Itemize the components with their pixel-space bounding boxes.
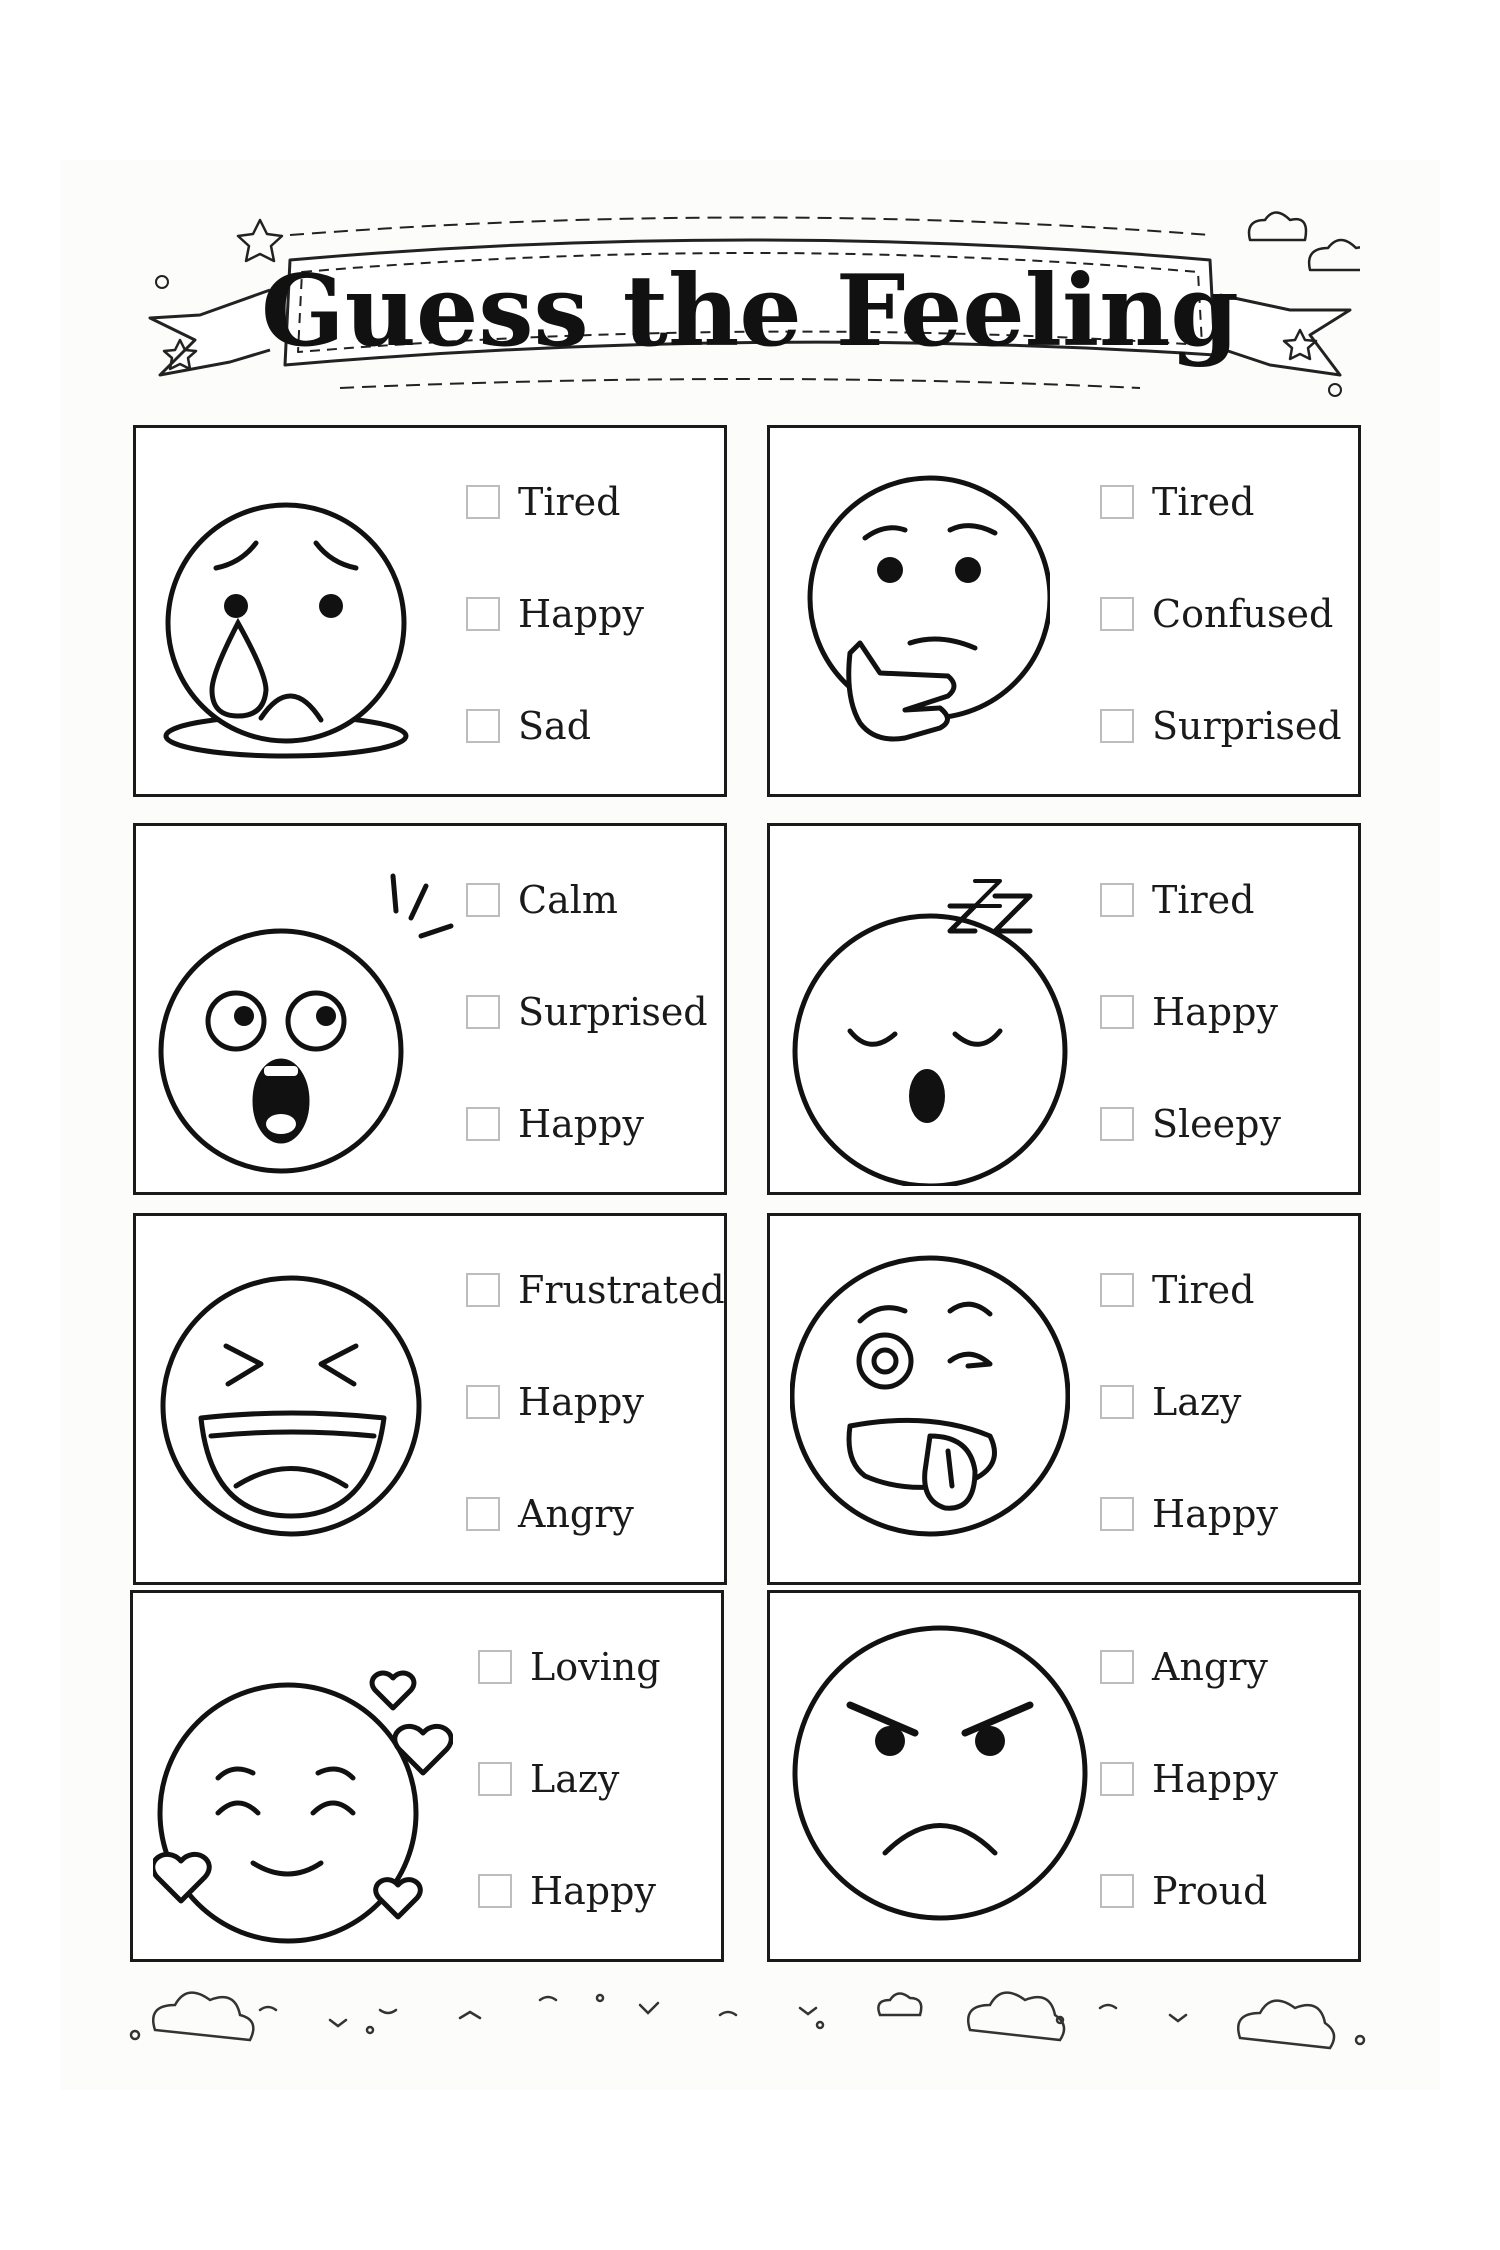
option-item[interactable] — [1100, 878, 1350, 922]
option-label: Surprised — [518, 990, 708, 1034]
option-item[interactable] — [478, 1757, 728, 1801]
option-item[interactable] — [466, 704, 716, 748]
checkbox[interactable] — [466, 995, 500, 1029]
sleeping-face-icon — [790, 856, 1090, 1186]
checkbox[interactable] — [478, 1762, 512, 1796]
option-label: Tired — [1152, 480, 1255, 524]
option-item[interactable] — [1100, 1645, 1350, 1689]
option-item[interactable] — [478, 1869, 728, 1913]
silly-winking-face-icon — [790, 1246, 1070, 1556]
option-item[interactable] — [1100, 480, 1350, 524]
checkbox[interactable] — [466, 485, 500, 519]
option-label: Tired — [1152, 878, 1255, 922]
option-item[interactable] — [478, 1645, 728, 1689]
checkbox[interactable] — [1100, 1650, 1134, 1684]
option-label: Loving — [530, 1645, 661, 1689]
checkbox[interactable] — [466, 597, 500, 631]
option-item[interactable] — [466, 592, 716, 636]
option-item[interactable] — [1100, 1268, 1350, 1312]
checkbox[interactable] — [1100, 995, 1134, 1029]
feeling-card-2 — [767, 425, 1361, 797]
checkbox[interactable] — [1100, 1762, 1134, 1796]
checkbox[interactable] — [466, 1273, 500, 1307]
feeling-card-1 — [133, 425, 727, 797]
feeling-card-3 — [133, 823, 727, 1195]
option-item[interactable] — [466, 1268, 725, 1312]
checkbox[interactable] — [1100, 709, 1134, 743]
checkbox[interactable] — [1100, 1874, 1134, 1908]
option-label: Happy — [518, 1102, 644, 1146]
checkbox[interactable] — [1100, 1107, 1134, 1141]
checkbox[interactable] — [466, 1107, 500, 1141]
feeling-card-8 — [767, 1590, 1361, 1962]
option-label: Happy — [1152, 990, 1278, 1034]
crying-face-icon — [156, 458, 416, 768]
checkbox[interactable] — [1100, 597, 1134, 631]
checkbox[interactable] — [1100, 1273, 1134, 1307]
option-label: Frustrated — [518, 1268, 725, 1312]
option-label: Happy — [1152, 1492, 1278, 1536]
thinking-face-icon — [790, 458, 1050, 768]
checkbox[interactable] — [1100, 485, 1134, 519]
checkbox[interactable] — [466, 1497, 500, 1531]
checkbox[interactable] — [1100, 883, 1134, 917]
option-label: Confused — [1152, 592, 1334, 636]
option-item[interactable] — [1100, 592, 1350, 636]
option-item[interactable] — [1100, 704, 1350, 748]
option-label: Happy — [518, 592, 644, 636]
option-label: Angry — [518, 1492, 634, 1536]
option-label: Sleepy — [1152, 1102, 1281, 1146]
option-item[interactable] — [466, 480, 716, 524]
option-item[interactable] — [466, 1380, 716, 1424]
option-label: Happy — [1152, 1757, 1278, 1801]
option-item[interactable] — [1100, 1380, 1350, 1424]
checkbox[interactable] — [466, 883, 500, 917]
option-label: Proud — [1152, 1869, 1268, 1913]
option-item[interactable] — [1100, 1869, 1350, 1913]
option-label: Happy — [518, 1380, 644, 1424]
option-label: Lazy — [530, 1757, 620, 1801]
option-item[interactable] — [1100, 1757, 1350, 1801]
checkbox[interactable] — [1100, 1497, 1134, 1531]
option-label: Tired — [1152, 1268, 1255, 1312]
surprised-face-icon — [156, 856, 456, 1186]
feeling-card-4 — [767, 823, 1361, 1195]
feeling-card-6 — [767, 1213, 1361, 1585]
laughing-face-icon — [156, 1246, 436, 1556]
checkbox[interactable] — [478, 1874, 512, 1908]
checkbox[interactable] — [466, 709, 500, 743]
checkbox[interactable] — [466, 1385, 500, 1419]
option-item[interactable] — [466, 1492, 716, 1536]
option-label: Surprised — [1152, 704, 1342, 748]
option-label: Tired — [518, 480, 621, 524]
option-item[interactable] — [466, 990, 716, 1034]
option-label: Calm — [518, 878, 618, 922]
loving-face-icon — [153, 1623, 453, 1953]
option-label: Lazy — [1152, 1380, 1242, 1424]
angry-face-icon — [790, 1623, 1090, 1933]
option-label: Sad — [518, 704, 592, 748]
feeling-card-7 — [130, 1590, 724, 1962]
option-item[interactable] — [466, 1102, 716, 1146]
option-item[interactable] — [1100, 1102, 1350, 1146]
feeling-card-5 — [133, 1213, 727, 1585]
checkbox[interactable] — [478, 1650, 512, 1684]
option-label: Happy — [530, 1869, 656, 1913]
cloud-doodles-icon — [120, 1960, 1380, 2060]
option-item[interactable] — [1100, 1492, 1350, 1536]
option-item[interactable] — [466, 878, 716, 922]
option-item[interactable] — [1100, 990, 1350, 1034]
page-title: Guess the Feeling — [261, 253, 1239, 369]
checkbox[interactable] — [1100, 1385, 1134, 1419]
option-label: Angry — [1152, 1645, 1268, 1689]
